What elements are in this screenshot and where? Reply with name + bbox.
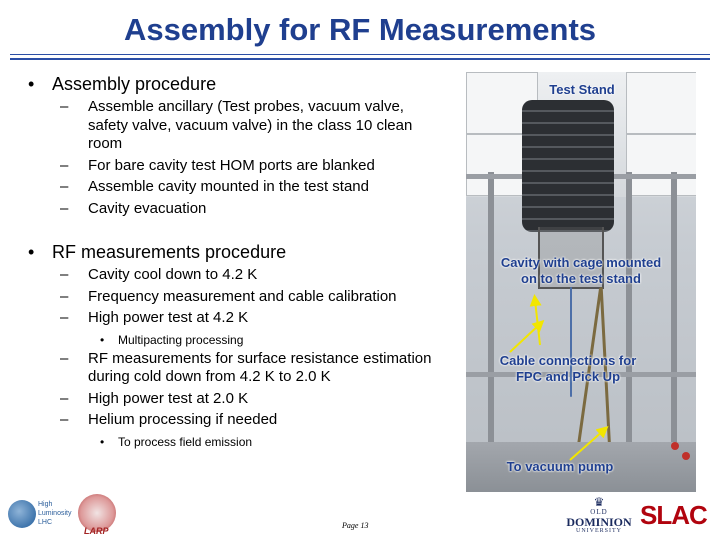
valve-icon <box>682 452 690 460</box>
callout-arrows <box>500 280 620 480</box>
cavity-cylinder <box>522 100 614 232</box>
label-cavity-cage: Cavity with cage mounted on to the test stand <box>500 255 662 286</box>
label-test-stand: Test Stand <box>549 82 615 97</box>
larp-logo-text: LARP <box>84 526 109 536</box>
arrow-to-cable <box>510 324 540 352</box>
slide-body <box>28 70 448 452</box>
list-item: – Helium processing if needed <box>60 411 278 428</box>
label-vacuum-pump: To vacuum pump <box>506 459 614 474</box>
list-item: – High power test at 4.2 K <box>60 309 249 326</box>
title-divider <box>10 54 710 55</box>
title-divider-thick <box>10 58 710 60</box>
list-item: – Assemble ancillary (Test probes, vacuum valve, safety valve, vacuum valve) in the class 10 clean room <box>60 98 413 152</box>
sub-list-item: • Multipacting processing <box>100 332 244 347</box>
page-number: Page 13 <box>342 521 369 530</box>
hl-lhc-logo <box>8 500 36 528</box>
odu-logo: ♛ OLD DOMINION UNIVERSITY <box>564 496 634 534</box>
sub-list-item: • To process field emission <box>100 434 253 449</box>
list-item: – Cavity cool down to 4.2 K <box>60 266 258 283</box>
valve-icon <box>671 442 679 450</box>
list-item: – Frequency measurement and cable calibration <box>60 287 397 305</box>
list-item: – High power test at 2.0 K <box>60 389 249 407</box>
list-item: – Cavity evacuation <box>60 199 207 217</box>
crown-icon: ♛ <box>593 495 605 509</box>
arrow-to-cage <box>535 300 540 345</box>
label-cable-connections: Cable connections for FPC and Pick Up <box>499 353 637 384</box>
list-item: – For bare cavity test HOM ports are blanked <box>60 156 375 174</box>
arrow-to-pump <box>570 430 604 460</box>
section-heading: • RF measurements procedure <box>28 242 287 262</box>
slac-logo: SLAC <box>640 500 707 530</box>
slide-title: Assembly for RF Measurements <box>123 12 597 47</box>
list-item: – RF measurements for surface resistance estimation during cold down from 4.2 K to 2.0 K <box>60 349 432 385</box>
section-heading: • Assembly procedure <box>28 74 217 94</box>
list-item: – Assemble cavity mounted in the test stand <box>60 178 369 195</box>
hl-lhc-logo-text: High Luminosity LHC <box>38 501 72 526</box>
